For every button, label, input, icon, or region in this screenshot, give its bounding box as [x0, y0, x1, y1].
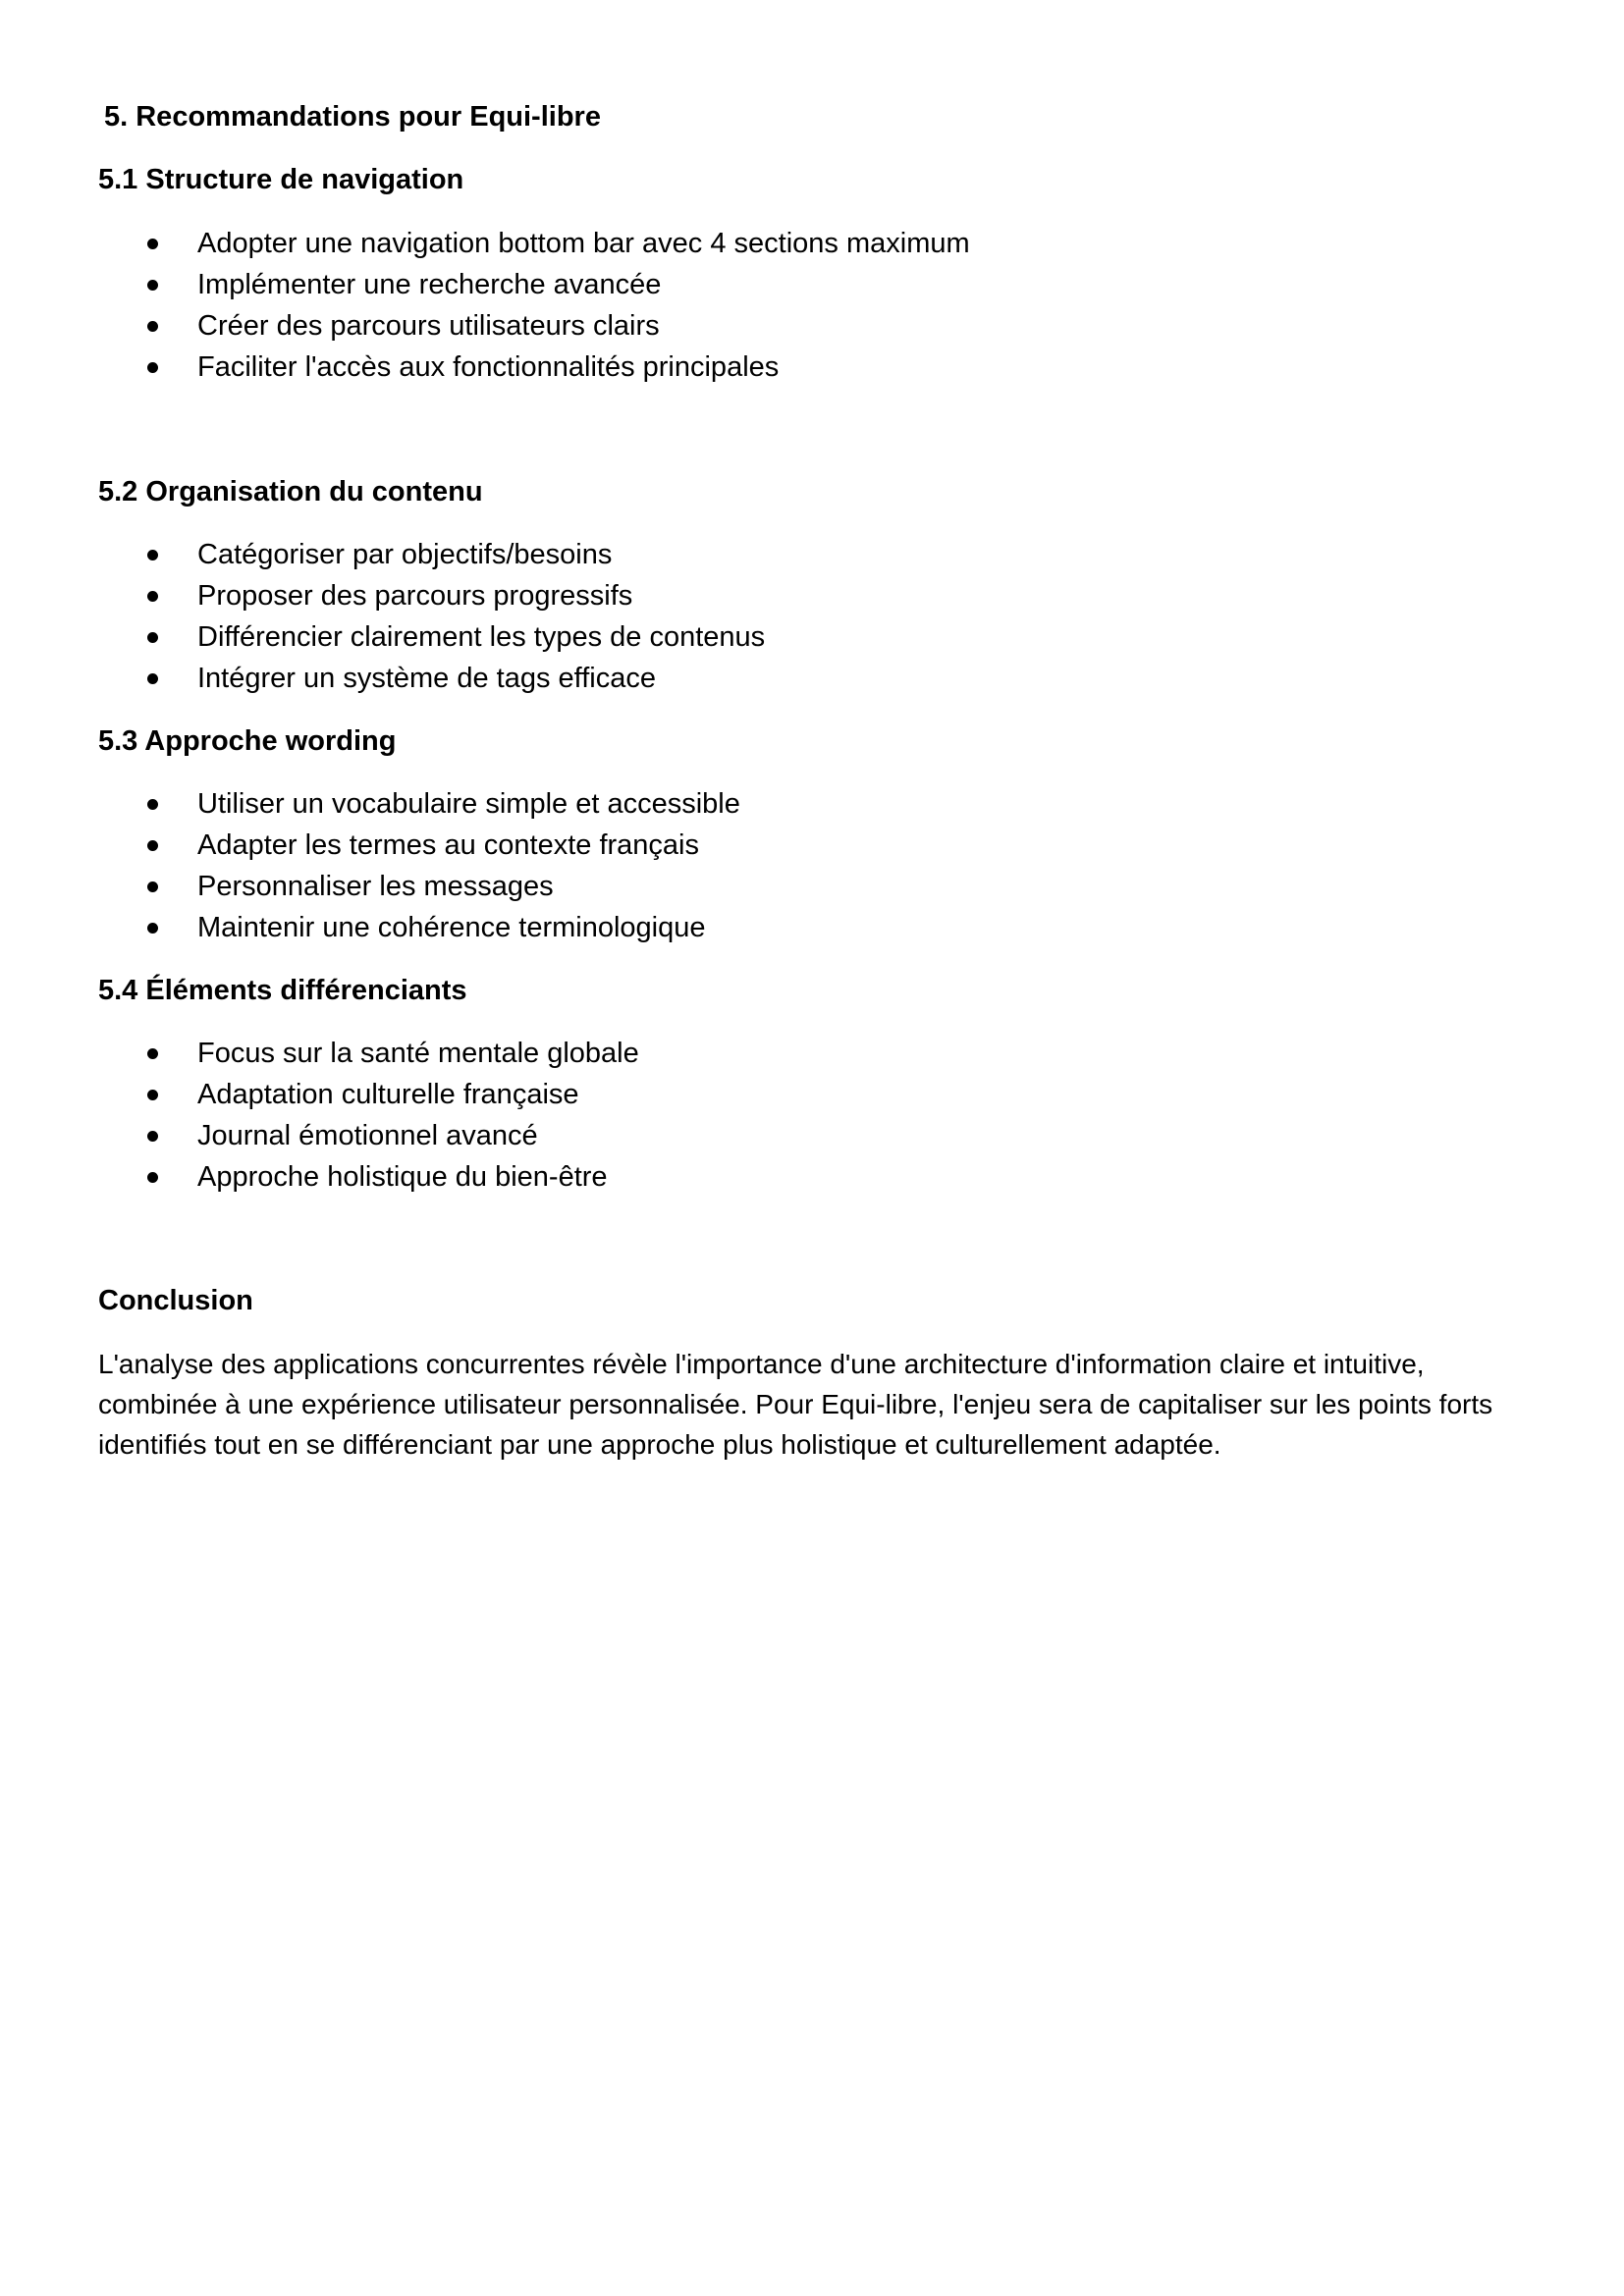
navigation-list	[98, 223, 970, 388]
bullet-icon	[147, 923, 158, 934]
bullet-icon	[147, 280, 158, 291]
subsection-heading-content: 5.2 Organisation du contenu	[98, 476, 483, 507]
list-item: Approche holistique du bien-être	[98, 1156, 639, 1198]
list-item: Différencier clairement les types de contenus	[98, 616, 765, 658]
list-item: Adopter une navigation bottom bar avec 4 sections maximum	[98, 223, 970, 264]
list-item: Personnaliser les messages	[98, 866, 740, 907]
section-title: 5. Recommandations pour Equi-libre	[104, 101, 601, 133]
paragraph-line: identifiés tout en se différenciant par une approche plus holistique et culturellement adaptée.	[98, 1429, 1221, 1460]
conclusion-paragraph	[98, 1344, 1532, 1465]
content-list	[98, 534, 765, 699]
paragraph-line: combinée à une expérience utilisateur personnalisée. Pour Equi-libre, l'enjeu sera de capitaliser sur les points forts	[98, 1389, 1493, 1419]
bullet-icon	[147, 1090, 158, 1100]
bullet-icon	[147, 1172, 158, 1183]
list-item: Catégoriser par objectifs/besoins	[98, 534, 765, 575]
bullet-icon	[147, 321, 158, 332]
subsection-heading-navigation: 5.1 Structure de navigation	[98, 164, 464, 195]
list-item: Proposer des parcours progressifs	[98, 575, 765, 616]
subsection-heading-differentiators: 5.4 Éléments différenciants	[98, 975, 467, 1006]
bullet-icon	[147, 1048, 158, 1059]
list-item: Adaptation culturelle française	[98, 1074, 639, 1115]
list-item: Focus sur la santé mentale globale	[98, 1033, 639, 1074]
bullet-icon	[147, 840, 158, 851]
bullet-icon	[147, 550, 158, 561]
bullet-icon	[147, 799, 158, 810]
bullet-icon	[147, 881, 158, 892]
wording-list	[98, 783, 740, 948]
bullet-icon	[147, 239, 158, 249]
list-item: Utiliser un vocabulaire simple et accessible	[98, 783, 740, 825]
list-item: Créer des parcours utilisateurs clairs	[98, 305, 970, 347]
list-item: Intégrer un système de tags efficace	[98, 658, 765, 699]
differentiators-list	[98, 1033, 639, 1198]
bullet-icon	[147, 673, 158, 684]
bullet-icon	[147, 1131, 158, 1142]
document-page	[98, 0, 1532, 2296]
list-item: Adapter les termes au contexte français	[98, 825, 740, 866]
list-item: Journal émotionnel avancé	[98, 1115, 639, 1156]
list-item: Faciliter l'accès aux fonctionnalités principales	[98, 347, 970, 388]
list-item: Maintenir une cohérence terminologique	[98, 907, 740, 948]
bullet-icon	[147, 362, 158, 373]
list-item: Implémenter une recherche avancée	[98, 264, 970, 305]
bullet-icon	[147, 591, 158, 602]
subsection-heading-wording: 5.3 Approche wording	[98, 725, 397, 757]
conclusion-heading: Conclusion	[98, 1285, 253, 1316]
bullet-icon	[147, 632, 158, 643]
paragraph-line: L'analyse des applications concurrentes révèle l'importance d'une architecture d'information claire et intuitive,	[98, 1349, 1425, 1379]
